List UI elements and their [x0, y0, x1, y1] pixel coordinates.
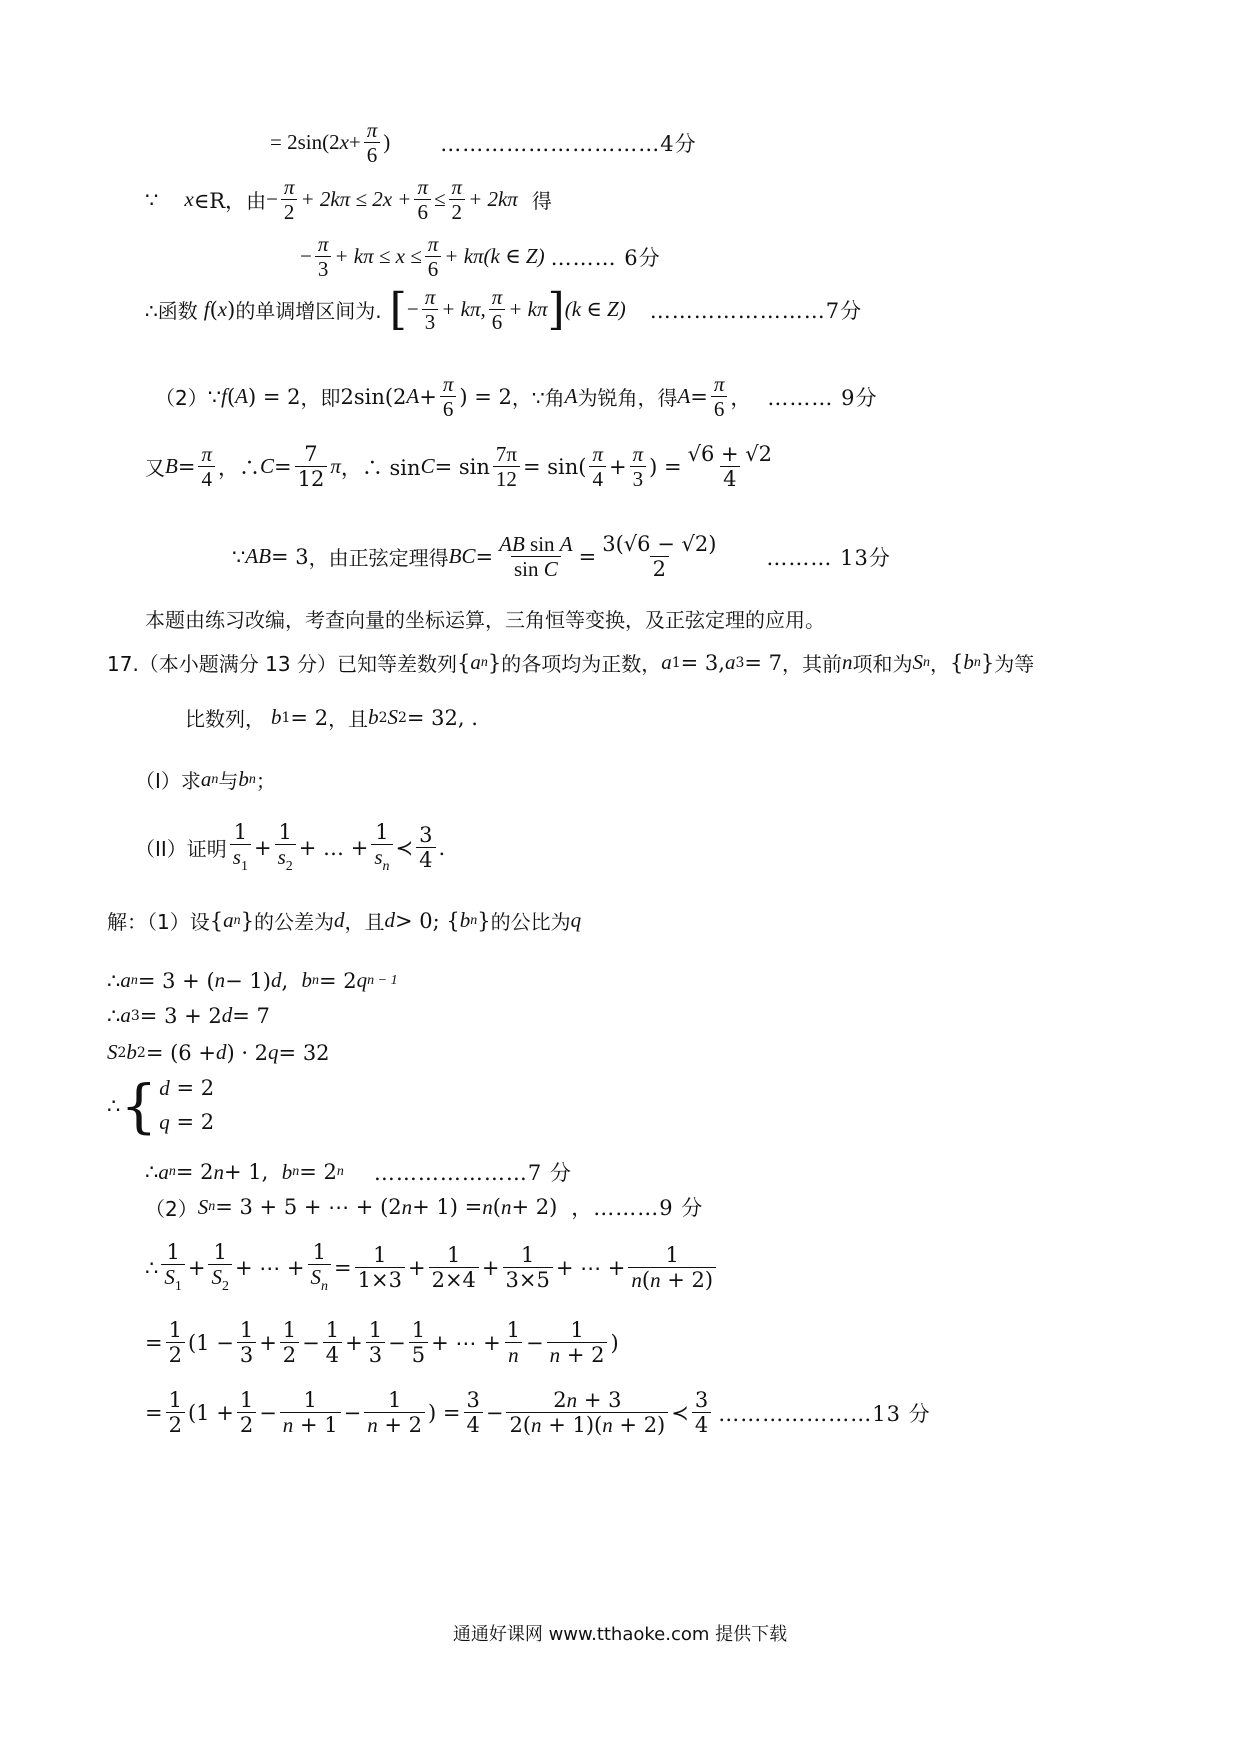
sol-line-b: ∴ a 3 = 3 + 2 d = 7	[107, 1003, 270, 1028]
eq-line-7: ∵ AB = 3 ，由正弦定理得 BC = $\frac{\text{AB sin A}}{\text{sin C}}$ = $\frac{3(√6 - √2)}{2}$ ……… 13分	[232, 532, 891, 582]
eq-line-4: ∴函数 f ( x ) 的单调增区间为. [ − $\frac{\pi}{3}$ + kπ, $\frac{\pi}{6}$ + kπ ] (k ∈ Z) ……………………7分	[145, 283, 863, 335]
sol-line-c: S 2 b 2 = (6 + d ) · 2 q = 32	[107, 1040, 330, 1065]
eq-line-3: − $\frac{\pi}{3}$ + kπ ≤ x ≤ $\frac{\pi}{6}$ + kπ(k ∈ Z) ……… 6分	[300, 232, 661, 282]
comment-line: 本题由练习改编，考查向量的坐标运算，三角恒等变换，及正弦定理的应用。	[145, 608, 825, 632]
score-4: …………………………4分	[440, 131, 697, 156]
sol-line-d: ∴ a n = 2 n + 1, b n = 2 n …………………7 分	[145, 1159, 572, 1185]
sol-line-a: ∴ a n = 3 + ( n − 1) d , b n = 2 q n − 1	[107, 968, 398, 993]
question-17: 17.（本小题满分 13 分）已知等差数列 { a n } 的各项均为正数， a 1 = 3, a 3 = 7 ，其前 n 项和为 S n ， { b n } 为等	[107, 650, 1035, 676]
eq-line-6: 又 B = $\frac{\pi}{4}$ ，∴ C = $\frac{7}{12}$ π ，∴ sin C = sin $\frac{7\pi}{12}$ = sin( $\frac{\pi}{4}$ + $\frac{\pi}{3}$ ) = $\frac{√6 + √2}{4}$	[145, 442, 773, 492]
eq-line-5: （2） ∵ f ( A ) = 2 ，即 2sin(2 A + $\frac{\pi}{6}$ ) = 2 ，∵角 A 为锐角，得 A = $\frac{\pi}{6}$ ， ……… 9分	[155, 372, 878, 422]
sol-system: ∴ { d = 2 q = 2	[107, 1071, 215, 1140]
solution-start: 解：（1）设 { a n } 的公差为 d ，且 d > 0; { b n } 的公比为 q	[107, 908, 582, 934]
sol-line-g: = $\frac{1}{2}$ (1 − $\frac{1}{3}$ + $\frac{1}{2}$ − $\frac{1}{4}$ + $\frac{1}{3}$ − $\frac{1}{5}$ + ⋯ + $\frac{1}{n}$ − $\frac{1}{n + 2}$ )	[145, 1318, 619, 1368]
question-17-cont: 比数列， b 1 = 2 ，且 b 2 S 2 = 32, .	[185, 705, 478, 731]
sol-line-f: ∴ $\frac{1}{S_1}$ + $\frac{1}{S_2}$ + ⋯ + $\frac{1}{S_n}$ = $\frac{1}{1\times 3}$ + $\frac{1}{2\times 4}$ + $\frac{1}{3\times 5}$ + ⋯ + $\frac{1}{n(n + 2)}$	[145, 1240, 719, 1295]
part-2: （II）证明 $\frac{1}{s_1}$ + $\frac{1}{s_2}$ + … + $\frac{1}{s_n}$ ≺ $\frac{3}{4}$ .	[135, 820, 446, 875]
eq-line-2: ∵ x ∈R， 由 − $\frac{\pi}{2}$ + 2kπ ≤ 2x + $\frac{\pi}{6}$ ≤ $\frac{\pi}{2}$ + 2kπ 得	[145, 175, 552, 225]
sol-line-h: = $\frac{1}{2}$ (1 + $\frac{1}{2}$ − $\frac{1}{n + 1}$ − $\frac{1}{n + 2}$ ) = $\frac{3}{4}$ − $\frac{2n + 3}{2(n + 1)(n + 2)}$ ≺ $\frac{3}{4}$ …………………13 分	[145, 1388, 931, 1438]
sol-line-e: （2） S n = 3 + 5 + ⋯ + (2 n + 1) = n ( n + 2) ，………9 分	[145, 1194, 704, 1221]
eq-line-1: = 2sin(2 x + $\frac{\pi}{6}$ ) …………………………4分	[270, 118, 697, 168]
part-1: （I）求 a n 与 b n ；	[135, 767, 276, 793]
footer-watermark: 通通好课网 www.tthaoke.com 提供下载	[452, 1624, 788, 1645]
